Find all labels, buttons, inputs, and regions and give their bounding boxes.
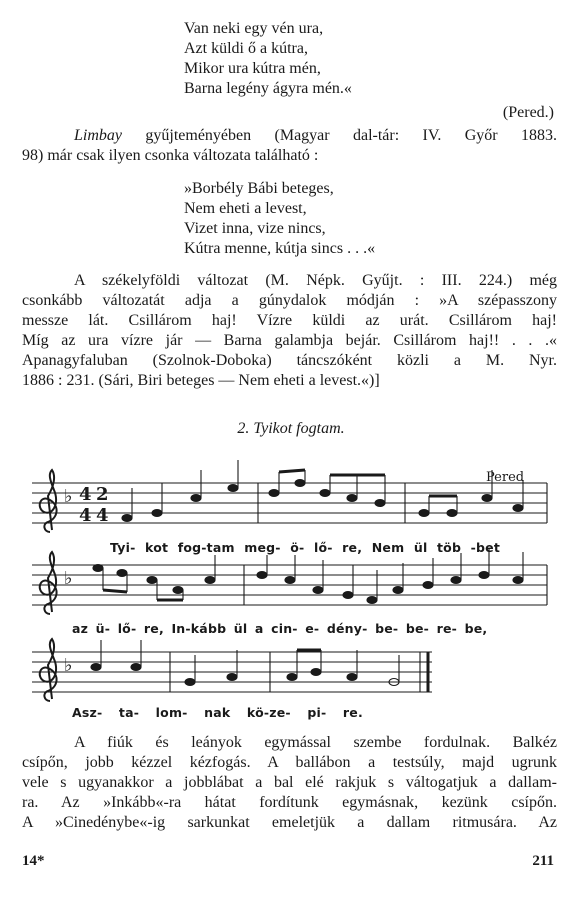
- paragraph-line: A »Cinedénybe«-ig sarkunkat emeletjük a dallam ritmusára. Az: [22, 814, 557, 831]
- lyrics-line: az ü- lő- re, In-kább ül a cin- e- dény- be- be- re- be,: [72, 621, 488, 636]
- poem1-line: Mikor ura kútra mén,: [184, 60, 321, 77]
- pered-label: Pered: [486, 470, 525, 485]
- signature-mark: 14*: [22, 853, 45, 869]
- para1-rest: gyűjteményében (Magyar dal-tár: IV. Győr 1883.: [145, 127, 558, 144]
- lyrics-line: Asz- ta- lom- nak kö-ze- pi- re.: [72, 705, 363, 720]
- poem1-line: Van neki egy vén ura,: [184, 20, 324, 37]
- paragraph-line: Apanagyfaluban (Szolnok-Doboka) táncszóként közli a M. Nyr.: [22, 352, 557, 369]
- svg-text:4: 4: [79, 505, 92, 526]
- paragraph-line: 1886 : 231. (Sári, Biri beteges — Nem eheti a levest.«)]: [22, 372, 380, 389]
- time-signature: [79, 484, 109, 526]
- paragraph-line: Míg az ura vízre jár — Barna galambja bejár. Csillárom haj!! . . .«: [22, 332, 557, 349]
- lyrics-line: Tyi- kot fog-tam meg- ö- lő- re, Nem ül töb -bet: [110, 540, 501, 555]
- flat-sign: ♭: [64, 655, 73, 676]
- paragraph-line: 98) már csak ilyen csonka változata található :: [22, 147, 319, 164]
- paragraph-line: csípőn, jobb kézzel kézfogás. A ballábon a testsúly, majd ugrunk: [22, 754, 557, 771]
- poem1-line: Azt küldi ő a kútra,: [184, 40, 308, 57]
- flat-sign: ♭: [64, 568, 73, 589]
- poem2-line: Kútra menne, kútja sincs . . .«: [184, 240, 376, 257]
- paragraph-line: messze lát. Csillárom haj! Vízre küldi az urát. Csillárom haj!: [22, 312, 557, 329]
- author-name: Limbay: [74, 127, 122, 144]
- staff-3: [32, 652, 432, 692]
- poem1-line: Barna legény ágyra mén.«: [184, 80, 352, 97]
- svg-text:4: 4: [79, 484, 92, 505]
- poem2-line: Nem eheti a levest,: [184, 200, 307, 217]
- page-number: 211: [532, 853, 554, 869]
- poem2-line: Vizet inna, vize nincs,: [184, 220, 326, 237]
- staff-1: [32, 483, 547, 523]
- song-title: 2. Tyikot fogtam.: [237, 420, 345, 437]
- poem2-line: »Borbély Bábi beteges,: [184, 180, 334, 197]
- paragraph-line: A székelyföldi változat (M. Népk. Gyűjt. : III. 224.) még: [74, 272, 557, 289]
- source-pered-1: (Pered.): [502, 104, 554, 121]
- svg-text:4: 4: [96, 505, 109, 526]
- flat-sign: ♭: [64, 486, 73, 507]
- paragraph-line: vele s ugyanakkor a jobblábat a bal elé rakjuk s váltogatjuk a dallam-: [22, 774, 557, 791]
- paragraph-line: ra. Az »Inkább«-ra hátat fordítunk egymásnak, kezünk csípőn.: [22, 794, 557, 811]
- staff-2: [32, 565, 547, 605]
- svg-text:2: 2: [96, 484, 109, 505]
- paragraph-line: A fiúk és leányok egymással szembe fordulnak. Balkéz: [74, 734, 557, 751]
- paragraph-line: csonkább változatát adja a gúnydalok módján : »A szépasszony: [22, 292, 557, 309]
